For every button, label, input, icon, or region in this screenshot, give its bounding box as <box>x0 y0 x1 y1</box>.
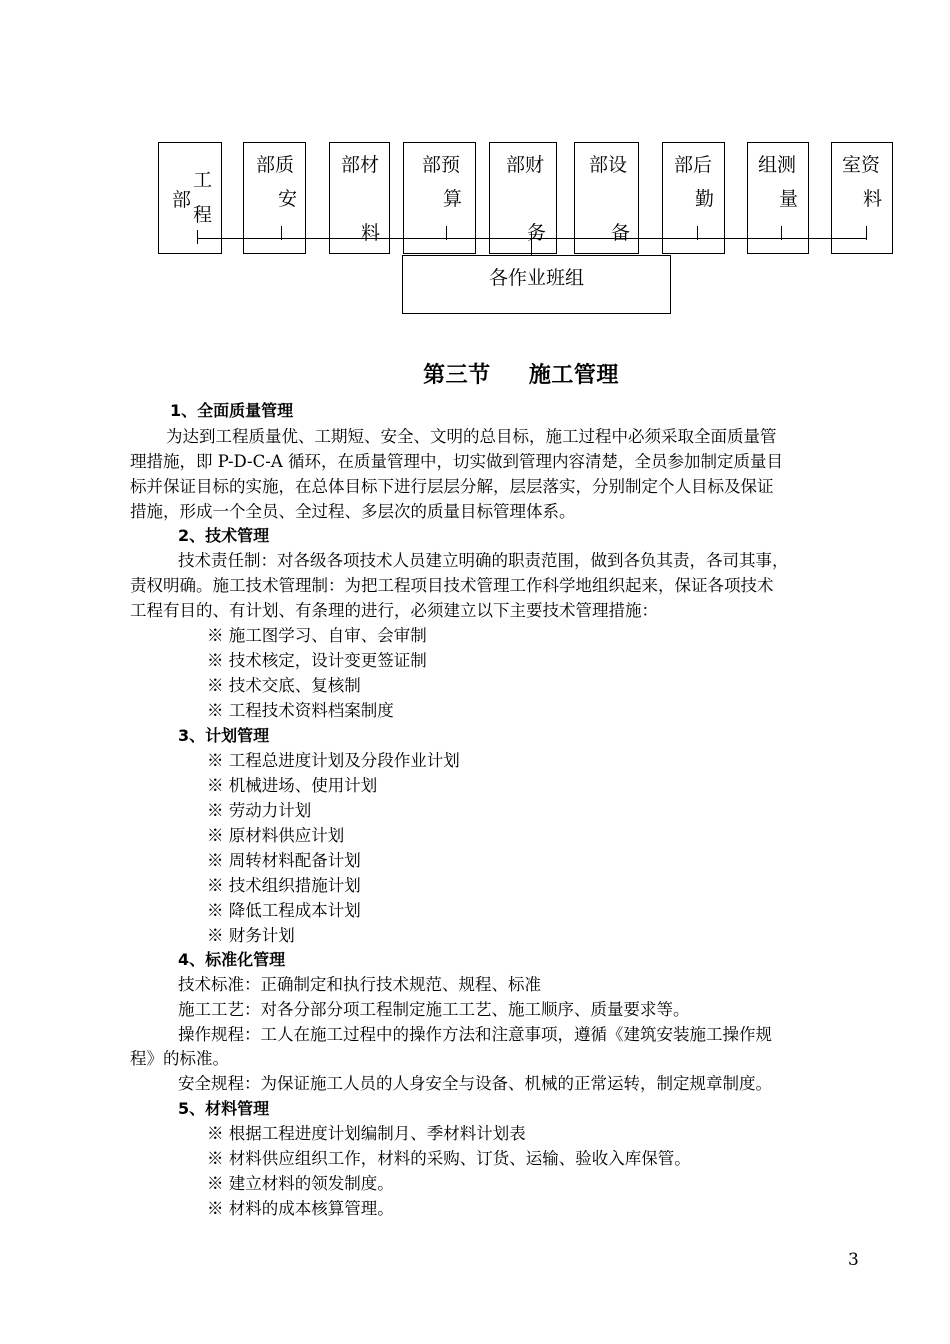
dept-char: 安 <box>278 188 298 210</box>
paragraph-line: 工程有目的、有计划、有条理的进行，必须建立以下主要技术管理措施： <box>130 601 658 620</box>
list-item: ※ 原材料供应计划 <box>207 826 345 845</box>
list-item: ※ 周转材料配备计划 <box>207 851 361 870</box>
list-item: ※ 工程总进度计划及分段作业计划 <box>207 751 460 770</box>
list-item: ※ 根据工程进度计划编制月、季材料计划表 <box>207 1124 526 1143</box>
connector-tick <box>781 226 782 240</box>
heading-technical: 2、技术管理 <box>178 526 270 545</box>
dept-char: 部财 <box>506 154 545 176</box>
work-crews-box <box>402 255 671 314</box>
paragraph-line: 措施，形成一个全员、全过程、多层次的质量目标管理体系。 <box>130 502 576 521</box>
paragraph-line: 安全规程：为保证施工人员的人身安全与设备、机械的正常运转，制定规章制度。 <box>178 1074 772 1093</box>
dept-char: 程 <box>193 204 213 226</box>
dept-char: 工 <box>193 169 213 191</box>
list-item: ※ 技术交底、复核制 <box>207 676 361 695</box>
section-title-number: 第三节 <box>423 362 491 388</box>
dept-char: 室资 <box>842 154 881 176</box>
connector-tick <box>446 226 447 240</box>
dept-char: 部后 <box>674 154 713 176</box>
dept-char: 备 <box>611 222 631 244</box>
dept-char: 务 <box>527 222 547 244</box>
paragraph-line: 责权明确。施工技术管理制：为把工程项目技术管理工作科学地组织起来，保证各项技术 <box>130 576 774 595</box>
dept-char: 勤 <box>695 188 715 210</box>
connector-tick <box>697 226 698 240</box>
page-number: 3 <box>848 1250 859 1270</box>
paragraph-line: 程》的标准。 <box>130 1049 229 1068</box>
dept-char: 量 <box>779 188 799 210</box>
dept-char: 部材 <box>341 154 380 176</box>
heading-materials: 5、材料管理 <box>178 1099 270 1118</box>
paragraph-line: 技术标准：正确制定和执行技术规范、规程、标准 <box>178 975 541 994</box>
heading-standardization: 4、标准化管理 <box>178 950 286 969</box>
dept-char: 部 <box>172 189 192 211</box>
dept-char: 部预 <box>422 154 461 176</box>
dept-char: 算 <box>443 188 463 210</box>
list-item: ※ 技术组织措施计划 <box>207 876 361 895</box>
list-item: ※ 技术核定，设计变更签证制 <box>207 651 427 670</box>
paragraph-line: 标并保证目标的实施，在总体目标下进行层层分解，层层落实，分别制定个人目标及保证 <box>130 477 774 496</box>
connector-line <box>197 238 867 239</box>
connector-tick <box>197 230 198 244</box>
section-title-text: 施工管理 <box>528 362 619 388</box>
list-item: ※ 施工图学习、自审、会审制 <box>207 626 427 645</box>
paragraph-line: 为达到工程质量优、工期短、安全、文明的总目标，施工过程中必须采取全面质量管 <box>166 427 777 446</box>
dept-char: 组测 <box>758 154 797 176</box>
list-item: ※ 建立材料的领发制度。 <box>207 1174 394 1193</box>
dept-char: 部设 <box>589 154 628 176</box>
connector-tick <box>531 232 532 256</box>
paragraph-line: 理措施，即 P-D-C-A 循环，在质量管理中，切实做到管理内容清楚，全员参加制定质量目 <box>130 452 783 471</box>
section-title <box>0 358 950 389</box>
list-item: ※ 财务计划 <box>207 926 295 945</box>
paragraph-line: 施工工艺：对各分部分项工程制定施工工艺、施工顺序、质量要求等。 <box>178 1000 690 1019</box>
heading-quality: 1、全面质量管理 <box>170 401 294 420</box>
work-crews-label: 各作业班组 <box>488 267 584 289</box>
list-item: ※ 降低工程成本计划 <box>207 901 361 920</box>
list-item: ※ 机械进场、使用计划 <box>207 776 378 795</box>
list-item: ※ 工程技术资料档案制度 <box>207 701 394 720</box>
connector-tick <box>866 226 867 240</box>
list-item: ※ 材料供应组织工作，材料的采购、订货、运输、验收入库保管。 <box>207 1149 691 1168</box>
paragraph-line: 技术责任制：对各级各项技术人员建立明确的职责范围，做到各负其责，各司其事， <box>178 551 789 570</box>
dept-char: 料 <box>361 222 381 244</box>
dept-char: 料 <box>863 188 883 210</box>
heading-planning: 3、计划管理 <box>178 726 270 745</box>
list-item: ※ 劳动力计划 <box>207 801 312 820</box>
connector-tick <box>281 226 282 240</box>
dept-char: 部质 <box>256 154 295 176</box>
list-item: ※ 材料的成本核算管理。 <box>207 1199 394 1218</box>
paragraph-line: 操作规程：工人在施工过程中的操作方法和注意事项，遵循《建筑安装施工操作规 <box>178 1025 772 1044</box>
